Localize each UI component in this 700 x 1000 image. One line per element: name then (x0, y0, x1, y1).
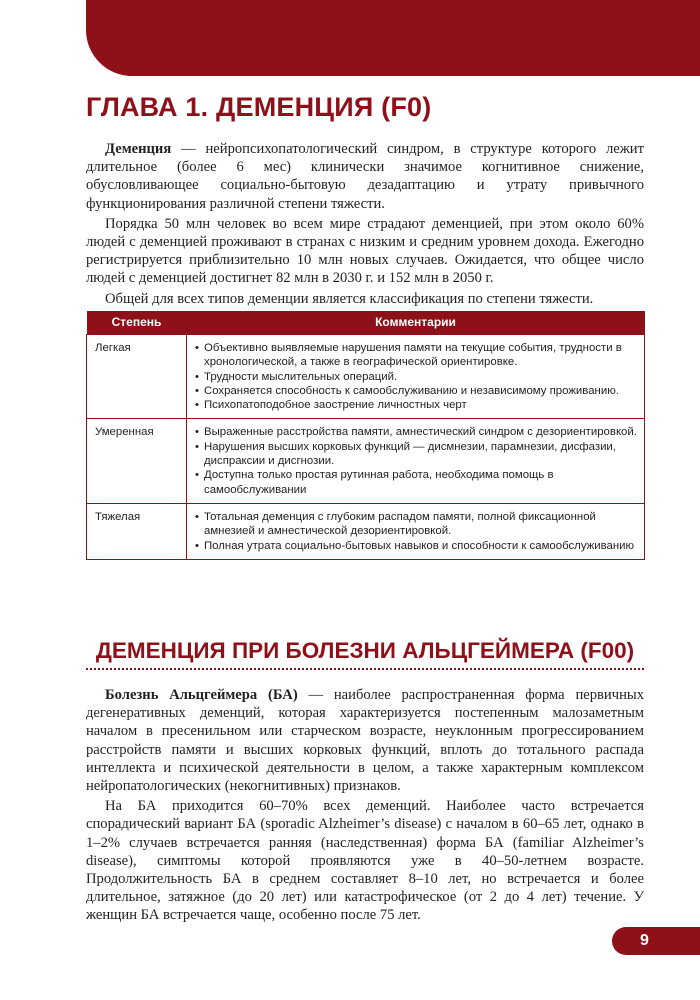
comments-list (195, 341, 638, 412)
definition-term: Деменция (105, 141, 172, 157)
page-number-tab (612, 927, 700, 955)
alzheimer-term: Болезнь Альцгеймера (БА) (105, 687, 298, 703)
alzheimer-definition-paragraph (86, 686, 644, 795)
list-item: • Психопатоподобное заострение личностных черт (195, 398, 638, 412)
list-item: • Трудности мыслительных операций. (195, 370, 638, 384)
definition-text: — нейропсихопатологический синдром, в структуре которого лежит длительное (более 6 мес) клинически значимое когнитивное снижение, обусловливающее социально-бытовую дезадаптацию и утрату привычного функционирования различной степени тяжести. (86, 141, 644, 212)
alzheimer-text (86, 686, 644, 925)
classification-paragraph: Общей для всех типов деменции является классификация по степени тяжести. (105, 290, 594, 307)
prevalence-paragraph: Порядка 50 млн человек во всем мире страдают деменцией, при этом около 60% людей с деменцией проживают в странах с низким и средним уровнем дохода. Ежегодно регистрируется приблизительно 10 млн новых случаев. Ожидается, что общее число людей с деменцией достигнет 82 млн в 2030 г. и 152 млн в 2050 г. (86, 215, 644, 287)
comments-cell (187, 419, 645, 503)
table-row-moderate (87, 419, 645, 503)
intro-text (86, 140, 644, 308)
table-row-severe (87, 503, 645, 559)
header-degree: Степень (87, 311, 187, 335)
list-item: • Доступна только простая рутинная работа, необходима помощь в самообслуживании (195, 468, 638, 497)
list-item: • Выраженные расстройства памяти, амнестический синдром с дезориентировкой. (195, 425, 638, 439)
header-comments: Комментарии (187, 311, 645, 335)
comments-list (195, 425, 638, 496)
comments-cell (187, 503, 645, 559)
degree-cell: Легкая (87, 335, 187, 419)
comments-cell (187, 335, 645, 419)
list-item: • Сохраняется способность к самообслуживанию и независимому проживанию. (195, 384, 638, 398)
definition-paragraph (86, 140, 644, 213)
top-banner (86, 0, 700, 76)
alzheimer-epidemiology-paragraph: На БА приходится 60–70% всех деменций. Наиболее часто встречается спорадический вариант БА (sporadic Alzheimer’s disease) с началом в 60–65 лет, однако в 1–2% случаев встречается ранняя (наследственная) форма БА (familiar Alzheimer’s disease), симптомы которой проявляются уже в 40–50-летнем возрасте. Продолжительность БА в среднем составляет 8–10 лет, но встречается и более длительное, затяжное (до 20 лет) или катастрофическое (от 2 до 4 лет) течение. У женщин БА встречается чаще, особенно после 75 лет. (86, 798, 644, 924)
alzheimer-definition-text: — наиболее распространенная форма первичных дегенеративных деменций, которая характеризуется постепенным малозаметным началом в пресенильном или старческом возрасте, неуклонным прогрессированием расстройств памяти и высших корковых функций, вплоть до тотального распада интеллекта и психической деятельности в целом, а также характерным комплексом нейропатологических (некогнитивных) признаков. (86, 687, 644, 795)
chapter-title: ГЛАВА 1. ДЕМЕНЦИЯ (F0) (86, 92, 432, 122)
list-item: • Тотальная деменция с глубоким распадом памяти, полной фиксационной амнезией и амнестической дезориентировкой. (195, 510, 638, 539)
table-row-mild (87, 335, 645, 419)
page-number: 9 (640, 932, 649, 949)
section-divider (86, 668, 644, 670)
list-item: • Объективно выявляемые нарушения памяти на текущие события, трудности в хронологической, а также в географической ориентировке. (195, 341, 638, 370)
severity-table (86, 311, 645, 560)
comments-list (195, 510, 638, 553)
degree-cell: Тяжелая (87, 503, 187, 559)
table-header-row (87, 311, 645, 335)
list-item: • Полная утрата социально-бытовых навыков и способности к самообслуживанию (195, 539, 638, 553)
section-title: ДЕМЕНЦИЯ ПРИ БОЛЕЗНИ АЛЬЦГЕЙМЕРА (F00) (95, 638, 635, 663)
degree-cell: Умеренная (87, 419, 187, 503)
list-item: • Нарушения высших корковых функций — дисмнезии, парамнезии, дисфазии, диспраксии и дисгнозии. (195, 440, 638, 469)
